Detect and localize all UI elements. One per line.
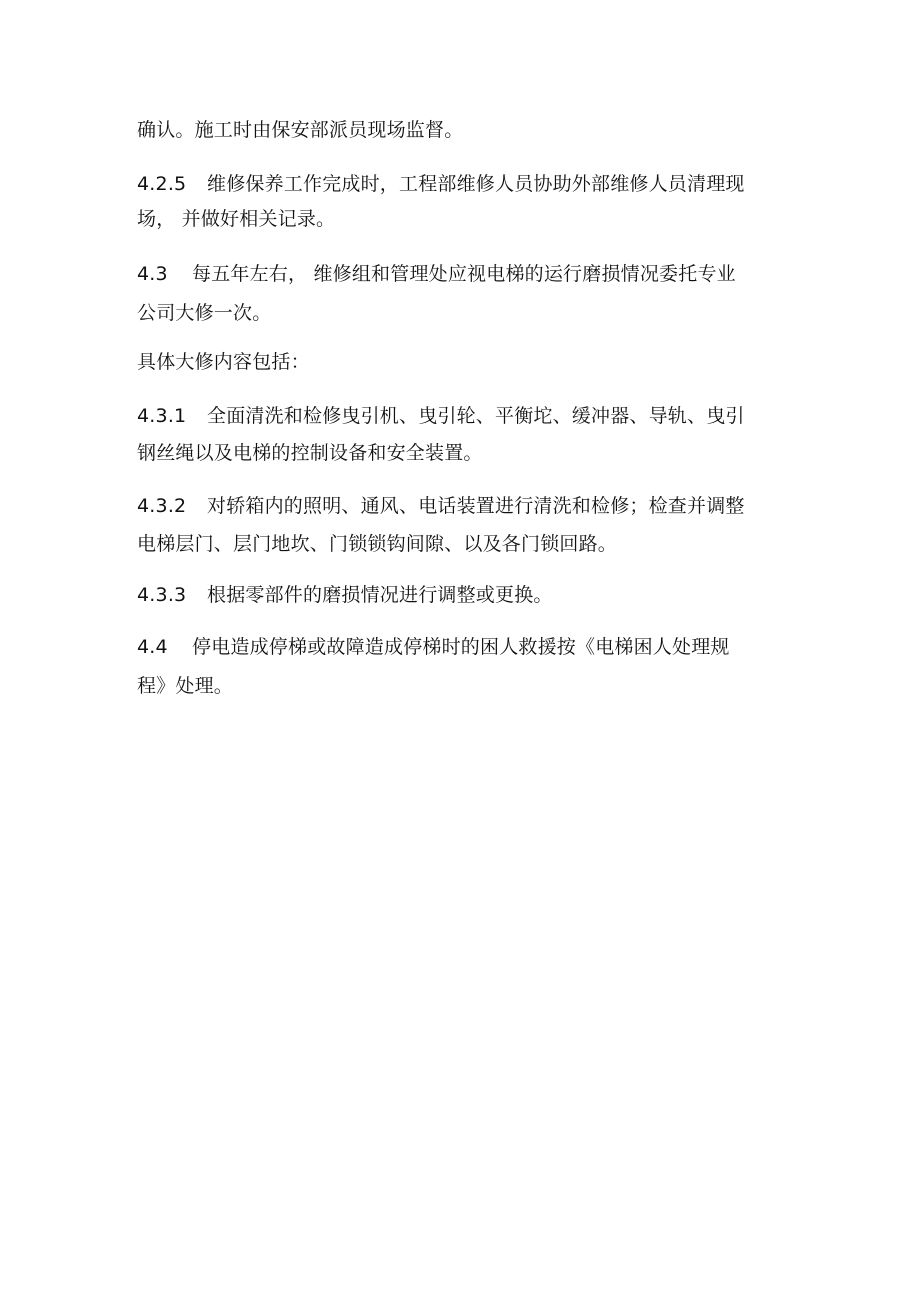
line-text: 对轿箱内的照明、通风、电话装置进行清洗和检修；检查并调整 [207,495,745,517]
line-text: 钢丝绳以及电梯的控制设备和安全装置。 [137,442,483,464]
clause-number: 4.4 [137,636,168,658]
text-line [137,674,233,698]
line-text: 全面清洗和检修曳引机、曳引轮、平衡坨、缓冲器、导轨、曳引 [207,405,745,427]
clause-number: 4.2.5 [137,173,187,195]
text-line [137,532,617,556]
line-text: 维修保养工作完成时，工程部维修人员协助外部维修人员清理现 [207,173,745,195]
clause-4-3-3 [137,583,553,607]
text-line [137,350,310,374]
clause-4-3 [137,262,736,286]
line-text: 电梯层门、层门地坎、门锁锁钩间隙、以及各门锁回路。 [137,533,618,555]
line-text: 根据零部件的磨损情况进行调整或更换。 [207,584,553,606]
line-text: 停电造成停梯或故障造成停梯时的困人救援按《电梯困人处理规 [192,636,730,658]
line-text: 确认。施工时由保安部派员现场监督。 [137,119,464,141]
text-line [137,207,335,231]
clause-number: 4.3.1 [137,405,187,427]
clause-number: 4.3.2 [137,495,187,517]
clause-number: 4.3 [137,263,168,285]
text-line [137,301,271,325]
line-text: 场， 并做好相关记录。 [137,208,336,230]
line-text: 公司大修一次。 [137,302,272,324]
text-line [137,441,483,465]
line-text: 程》处理。 [137,675,234,697]
clause-4-3-2 [137,494,745,518]
clause-4-3-1 [137,404,745,428]
line-text: 具体大修内容包括： [137,351,310,373]
clause-4-2-5 [137,172,745,196]
clause-number: 4.3.3 [137,584,187,606]
text-line [137,118,463,142]
line-text: 每五年左右， 维修组和管理处应视电梯的运行磨损情况委托专业 [192,263,736,285]
clause-4-4 [137,635,730,659]
